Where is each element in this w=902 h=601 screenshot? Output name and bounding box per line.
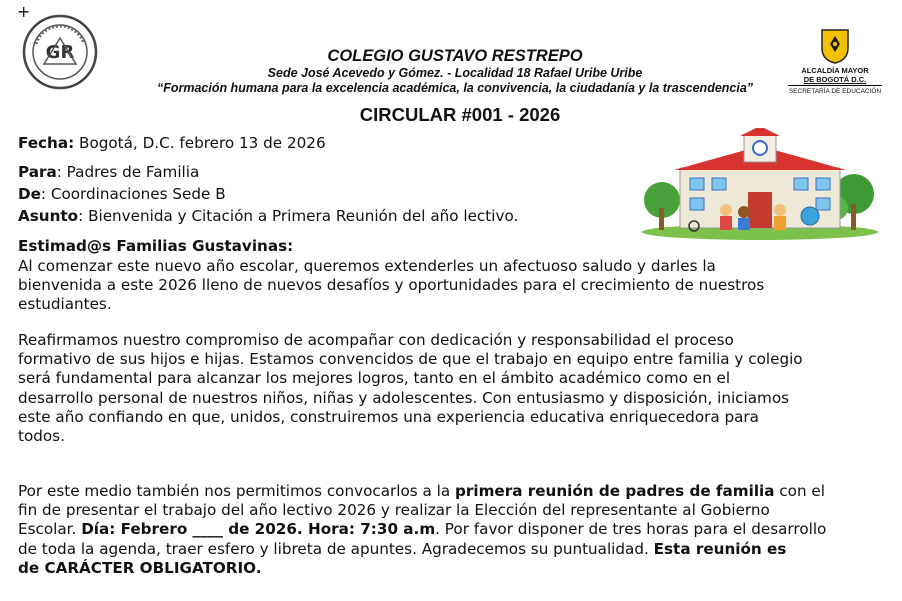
school-name: COLEGIO GUSTAVO RESTREPO [327,47,583,65]
alcaldia-line-2: DE BOGOTÁ D.C. [803,75,867,84]
alcaldia-line-3: SECRETARÍA DE EDUCACIÓN [788,85,882,96]
paragraph-2 [18,331,888,446]
paragraph-3-line [18,559,888,578]
para-label: Para [18,163,57,181]
fecha-value: Bogotá, D.C. febrero 13 de 2026 [74,134,326,152]
paragraph-2-line: será fundamental para alcanzar los mejores logros, tanto en el ámbito académico como en el [18,369,731,388]
alcaldia-logo [780,28,890,96]
bogota-shield-icon [820,28,850,64]
para-value: : Padres de Familia [56,163,200,181]
paragraph-2-line: este año confiando en que, unidos, construiremos una experiencia educativa enriquecedora para [18,407,759,426]
sede-line: Sede José Acevedo y Gómez. - Localidad 18 Rafael Uribe Uribe [267,66,643,80]
svg-text:GR: GR [45,42,75,63]
school-seal-logo [22,14,98,90]
corner-plus-mark: + [17,2,31,21]
greeting-text: Estimad@s Familias Gustavinas: [18,237,294,255]
p3-l3c: . Por favor disponer de tres horas para el desarrollo [435,520,827,539]
p3-l5: de CARÁCTER OBLIGATORIO. [18,558,262,577]
paragraph-1-line: estudiantes. [18,295,112,314]
asunto-value: : Bienvenida y Citación a Primera Reunión del año lectivo. [78,207,519,225]
paragraph-1 [18,257,888,315]
de-value: : Coordinaciones Sede B [40,185,226,203]
paragraph-2-line: todos. [18,427,65,446]
de-line [18,185,226,204]
motto-line: “Formación humana para la excelencia académica, la convivencia, la ciudadanía y la trascendencia” [156,81,754,95]
p3-l1b: primera reunión de padres de familia [455,482,775,500]
paragraph-2-line: desarrollo personal de nuestros niños, niñas y adolescentes. Con entusiasmo y disposición, iniciamos [18,388,790,407]
p3-l1c: con el [774,482,825,500]
paragraph-3-line: fin de presentar el trabajo del año lectivo 2026 y realizar la Elección del representante al Gobierno [18,501,770,520]
fecha-label: Fecha: [18,134,75,152]
paragraph-1-line: bienvenida a este 2026 lleno de nuevos desafíos y oportunidades para el crecimiento de nuestros [18,276,765,295]
asunto-line [18,207,518,226]
fecha-line [18,134,326,153]
paragraph-2-line: Reafirmamos nuestro compromiso de acompañar con dedicación y responsabilidad el proceso [18,331,734,349]
school-building-illustration [640,128,880,240]
p3-l3a: Escolar. [18,520,82,539]
paragraph-2-line: formativo de sus hijos e hijas. Estamos convencidos de que el trabajo en equipo entre familia y colegio [18,350,803,369]
paragraph-3-line [18,482,888,501]
alcaldia-line-1: ALCALDÍA MAYOR [801,66,869,75]
asunto-label: Asunto [18,207,79,225]
de-label: De [18,185,41,203]
circular-title: CIRCULAR #001 - 2026 [359,104,561,125]
para-line [18,163,199,182]
paragraph-3-line [18,540,888,559]
paragraph-3 [18,482,888,578]
p3-l3b: Día: Febrero ____ de 2026. Hora: 7:30 a.m [81,520,436,539]
p3-l4a: de toda la agenda, traer esfero y libreta de apuntes. Agradecemos su puntualidad. [18,539,654,558]
letterhead [110,47,800,96]
paragraph-1-line: Al comenzar este nuevo año escolar, queremos extenderles un afectuoso saludo y darles la [18,257,716,275]
paragraph-3-line [18,520,888,539]
p3-l4b: Esta reunión es [653,539,787,558]
greeting [18,237,293,256]
p3-l1a: Por este medio también nos permitimos convocarlos a la [18,482,456,500]
